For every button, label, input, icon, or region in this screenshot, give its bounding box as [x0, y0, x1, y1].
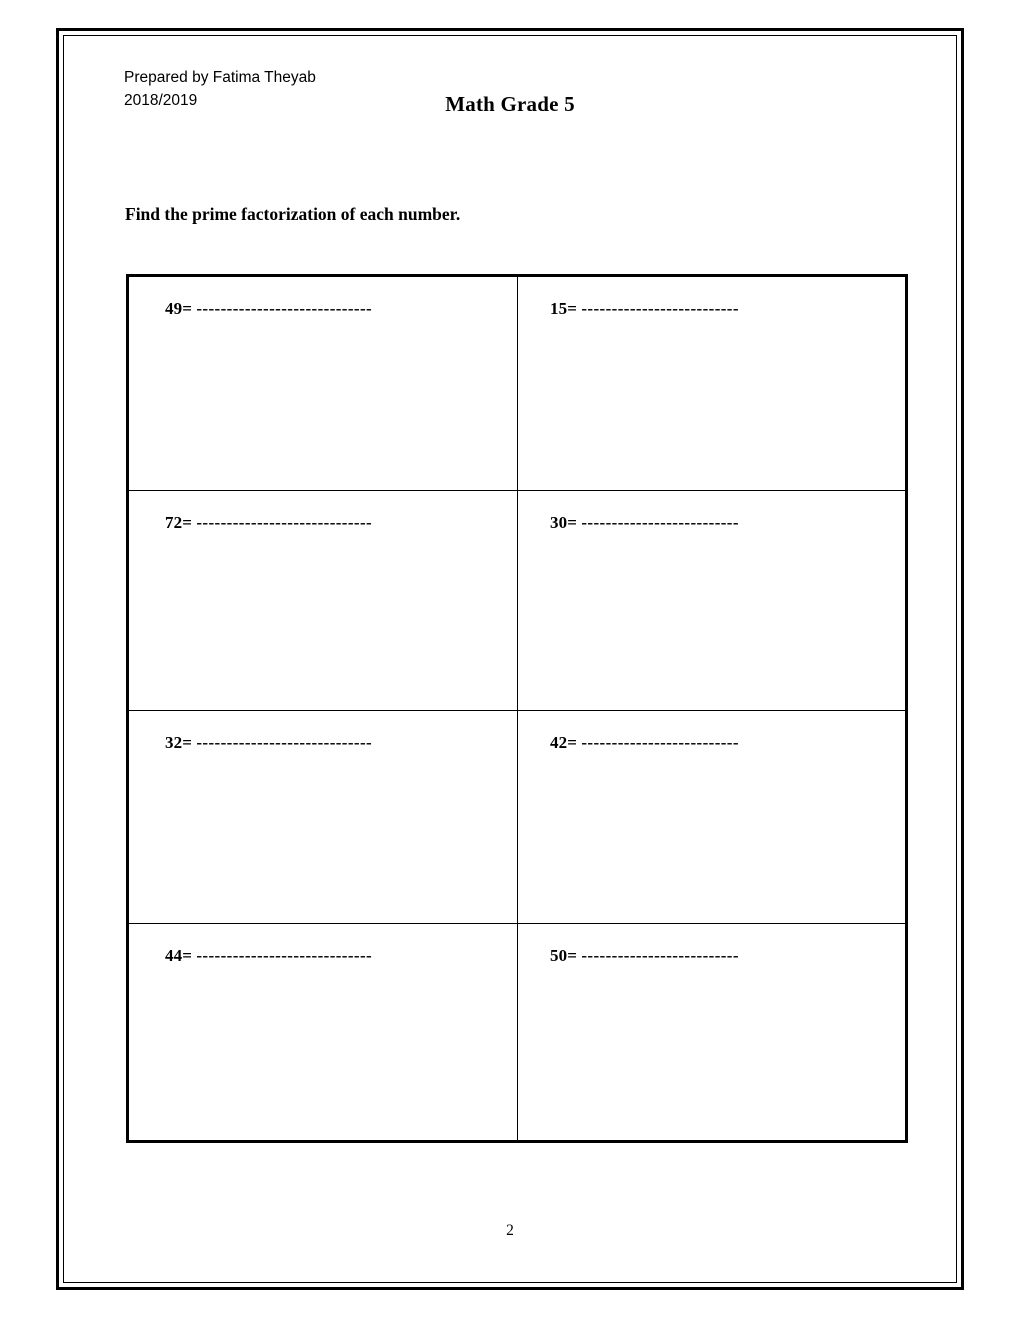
- answer-blank[interactable]: -----------------------------: [196, 513, 373, 532]
- problem-number: 50: [550, 946, 568, 965]
- problem-cell: [129, 277, 518, 491]
- page-inner-border: [63, 35, 957, 1283]
- problem-number: 30: [550, 513, 568, 532]
- problem-number: 44: [165, 946, 183, 965]
- problem-equals: =: [182, 513, 197, 532]
- problem-equals: =: [567, 513, 582, 532]
- problem-cell: [129, 711, 518, 924]
- problem-number: 49: [165, 299, 183, 318]
- problem-line: [550, 733, 739, 753]
- answer-blank[interactable]: -----------------------------: [196, 733, 373, 752]
- problem-cell: [518, 924, 907, 1140]
- answer-blank[interactable]: --------------------------: [581, 733, 739, 752]
- problem-line: [165, 733, 372, 753]
- problem-cell: [129, 491, 518, 711]
- problem-equals: =: [567, 733, 582, 752]
- school-year-text: 2018/2019: [124, 92, 198, 110]
- problem-number: 42: [550, 733, 568, 752]
- problem-cell: [518, 711, 907, 924]
- problems-grid: [126, 274, 908, 1143]
- problem-cell: [518, 277, 907, 491]
- page-header: [64, 36, 956, 146]
- answer-blank[interactable]: -----------------------------: [196, 946, 373, 965]
- answer-blank[interactable]: -----------------------------: [196, 299, 373, 318]
- answer-blank[interactable]: --------------------------: [581, 513, 739, 532]
- problem-line: [165, 299, 372, 319]
- problem-line: [165, 946, 372, 966]
- answer-blank[interactable]: --------------------------: [581, 946, 739, 965]
- page-title: Math Grade 5: [445, 92, 575, 116]
- problem-equals: =: [567, 946, 582, 965]
- problem-line: [550, 946, 739, 966]
- problem-cell: [518, 491, 907, 711]
- problem-number: 32: [165, 733, 183, 752]
- problem-cell: [129, 924, 518, 1140]
- problem-equals: =: [182, 733, 197, 752]
- worksheet-page: [56, 28, 964, 1290]
- problems-grid-inner: [128, 276, 906, 1141]
- problem-equals: =: [182, 946, 197, 965]
- instruction-text: Find the prime factorization of each number.: [125, 204, 461, 224]
- problem-number: 72: [165, 513, 183, 532]
- problem-line: [550, 299, 739, 319]
- prepared-by-text: Prepared by Fatima Theyab: [124, 69, 316, 86]
- problem-equals: =: [567, 299, 582, 318]
- page-number: 2: [506, 1222, 514, 1239]
- problem-number: 15: [550, 299, 568, 318]
- answer-blank[interactable]: --------------------------: [581, 299, 739, 318]
- problem-line: [165, 513, 372, 533]
- problem-equals: =: [182, 299, 197, 318]
- problem-line: [550, 513, 739, 533]
